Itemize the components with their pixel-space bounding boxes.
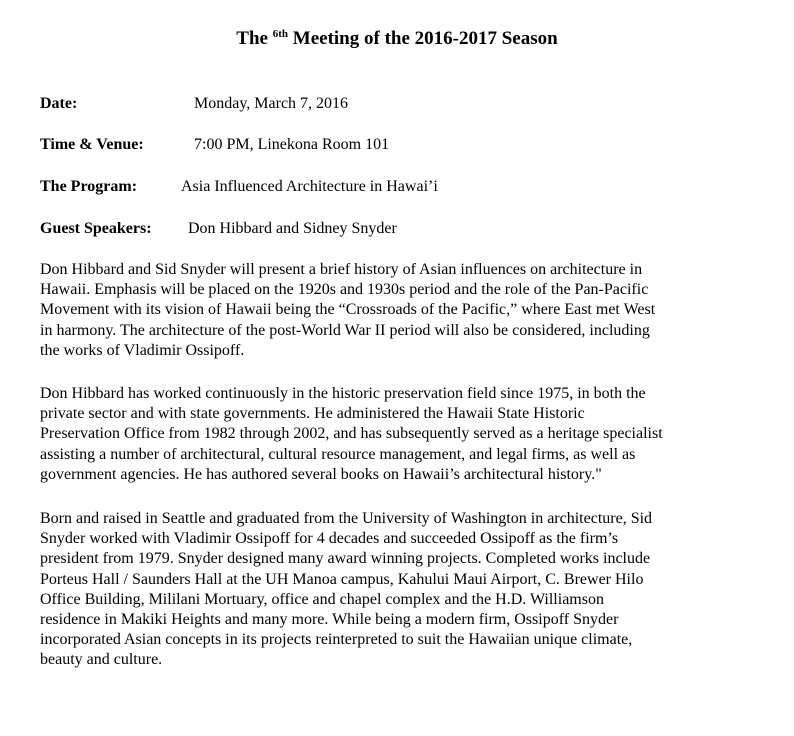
title-suffix: Meeting of the 2016-2017 Season <box>288 28 558 49</box>
date-field <box>40 94 348 114</box>
paragraph-line: Don Hibbard and Sid Snyder will present a brief history of Asian influences on architecture in <box>40 261 643 278</box>
paragraph-line: president from 1979. Snyder designed many award winning projects. Completed works include <box>40 550 651 568</box>
guest-speakers-label: Guest Speakers: <box>40 220 152 237</box>
page-title <box>0 27 794 51</box>
date-label: Date: <box>40 95 78 112</box>
paragraph-line: government agencies. He has authored several books on Hawaii’s architectural history." <box>40 465 602 483</box>
program-field <box>40 177 438 197</box>
time-venue-value: 7:00 PM, Linekona Room 101 <box>194 136 390 153</box>
guest-speakers-value: Don Hibbard and Sidney Snyder <box>188 220 397 237</box>
paragraph-line: residence in Makiki Heights and many more. While being a modern firm, Ossipoff Snyder <box>40 611 619 629</box>
time-venue-label: Time & Venue: <box>40 136 144 153</box>
paragraph-line: assisting a number of architectural, cultural resource management, and legal firms, as well as <box>40 445 636 463</box>
program-description-paragraph <box>40 260 760 361</box>
title-prefix: The <box>236 28 273 49</box>
paragraph-line: Movement with its vision of Hawaii being the “Crossroads of the Pacific,” where East met West <box>40 301 656 319</box>
date-value: Monday, March 7, 2016 <box>194 95 349 112</box>
paragraph-line: incorporated Asian concepts in its projects reinterpreted to suit the Hawaiian unique climate, <box>40 631 633 649</box>
paragraph-line: Porteus Hall / Saunders Hall at the UH Manoa campus, Kahului Maui Airport, C. Brewer Hilo <box>40 570 644 588</box>
paragraph-line: Don Hibbard has worked continuously in the historic preservation field since 1975, in both the <box>40 385 646 402</box>
snyder-bio-paragraph <box>40 509 760 671</box>
title-ordinal-superscript: 6th <box>272 28 289 40</box>
paragraph-line: the works of Vladimir Ossipoff. <box>40 341 245 359</box>
paragraph-line: Born and raised in Seattle and graduated from the University of Washington in architecture, Sid <box>40 510 653 527</box>
guest-speakers-field <box>40 219 397 239</box>
paragraph-line: Hawaii. Emphasis will be placed on the 1920s and 1930s period and the role of the Pan-Pacific <box>40 281 649 299</box>
program-label: The Program: <box>40 178 138 195</box>
paragraph-line: Snyder worked with Vladimir Ossipoff for 4 decades and succeeded Ossipoff as the firm’s <box>40 530 619 548</box>
paragraph-line: beauty and culture. <box>40 651 163 669</box>
paragraph-line: Preservation Office from 1982 through 2002, and has subsequently served as a heritage specialist <box>40 425 663 443</box>
time-venue-field <box>40 135 389 155</box>
hibbard-bio-paragraph <box>40 384 760 485</box>
program-value: Asia Influenced Architecture in Hawai’i <box>181 178 438 195</box>
paragraph-line: Office Building, Mililani Mortuary, office and chapel complex and the H.D. Williamson <box>40 590 604 608</box>
paragraph-line: private sector and with state governments. He administered the Hawaii State Historic <box>40 405 585 423</box>
paragraph-line: in harmony. The architecture of the post-World War II period will also be considered, including <box>40 321 650 339</box>
